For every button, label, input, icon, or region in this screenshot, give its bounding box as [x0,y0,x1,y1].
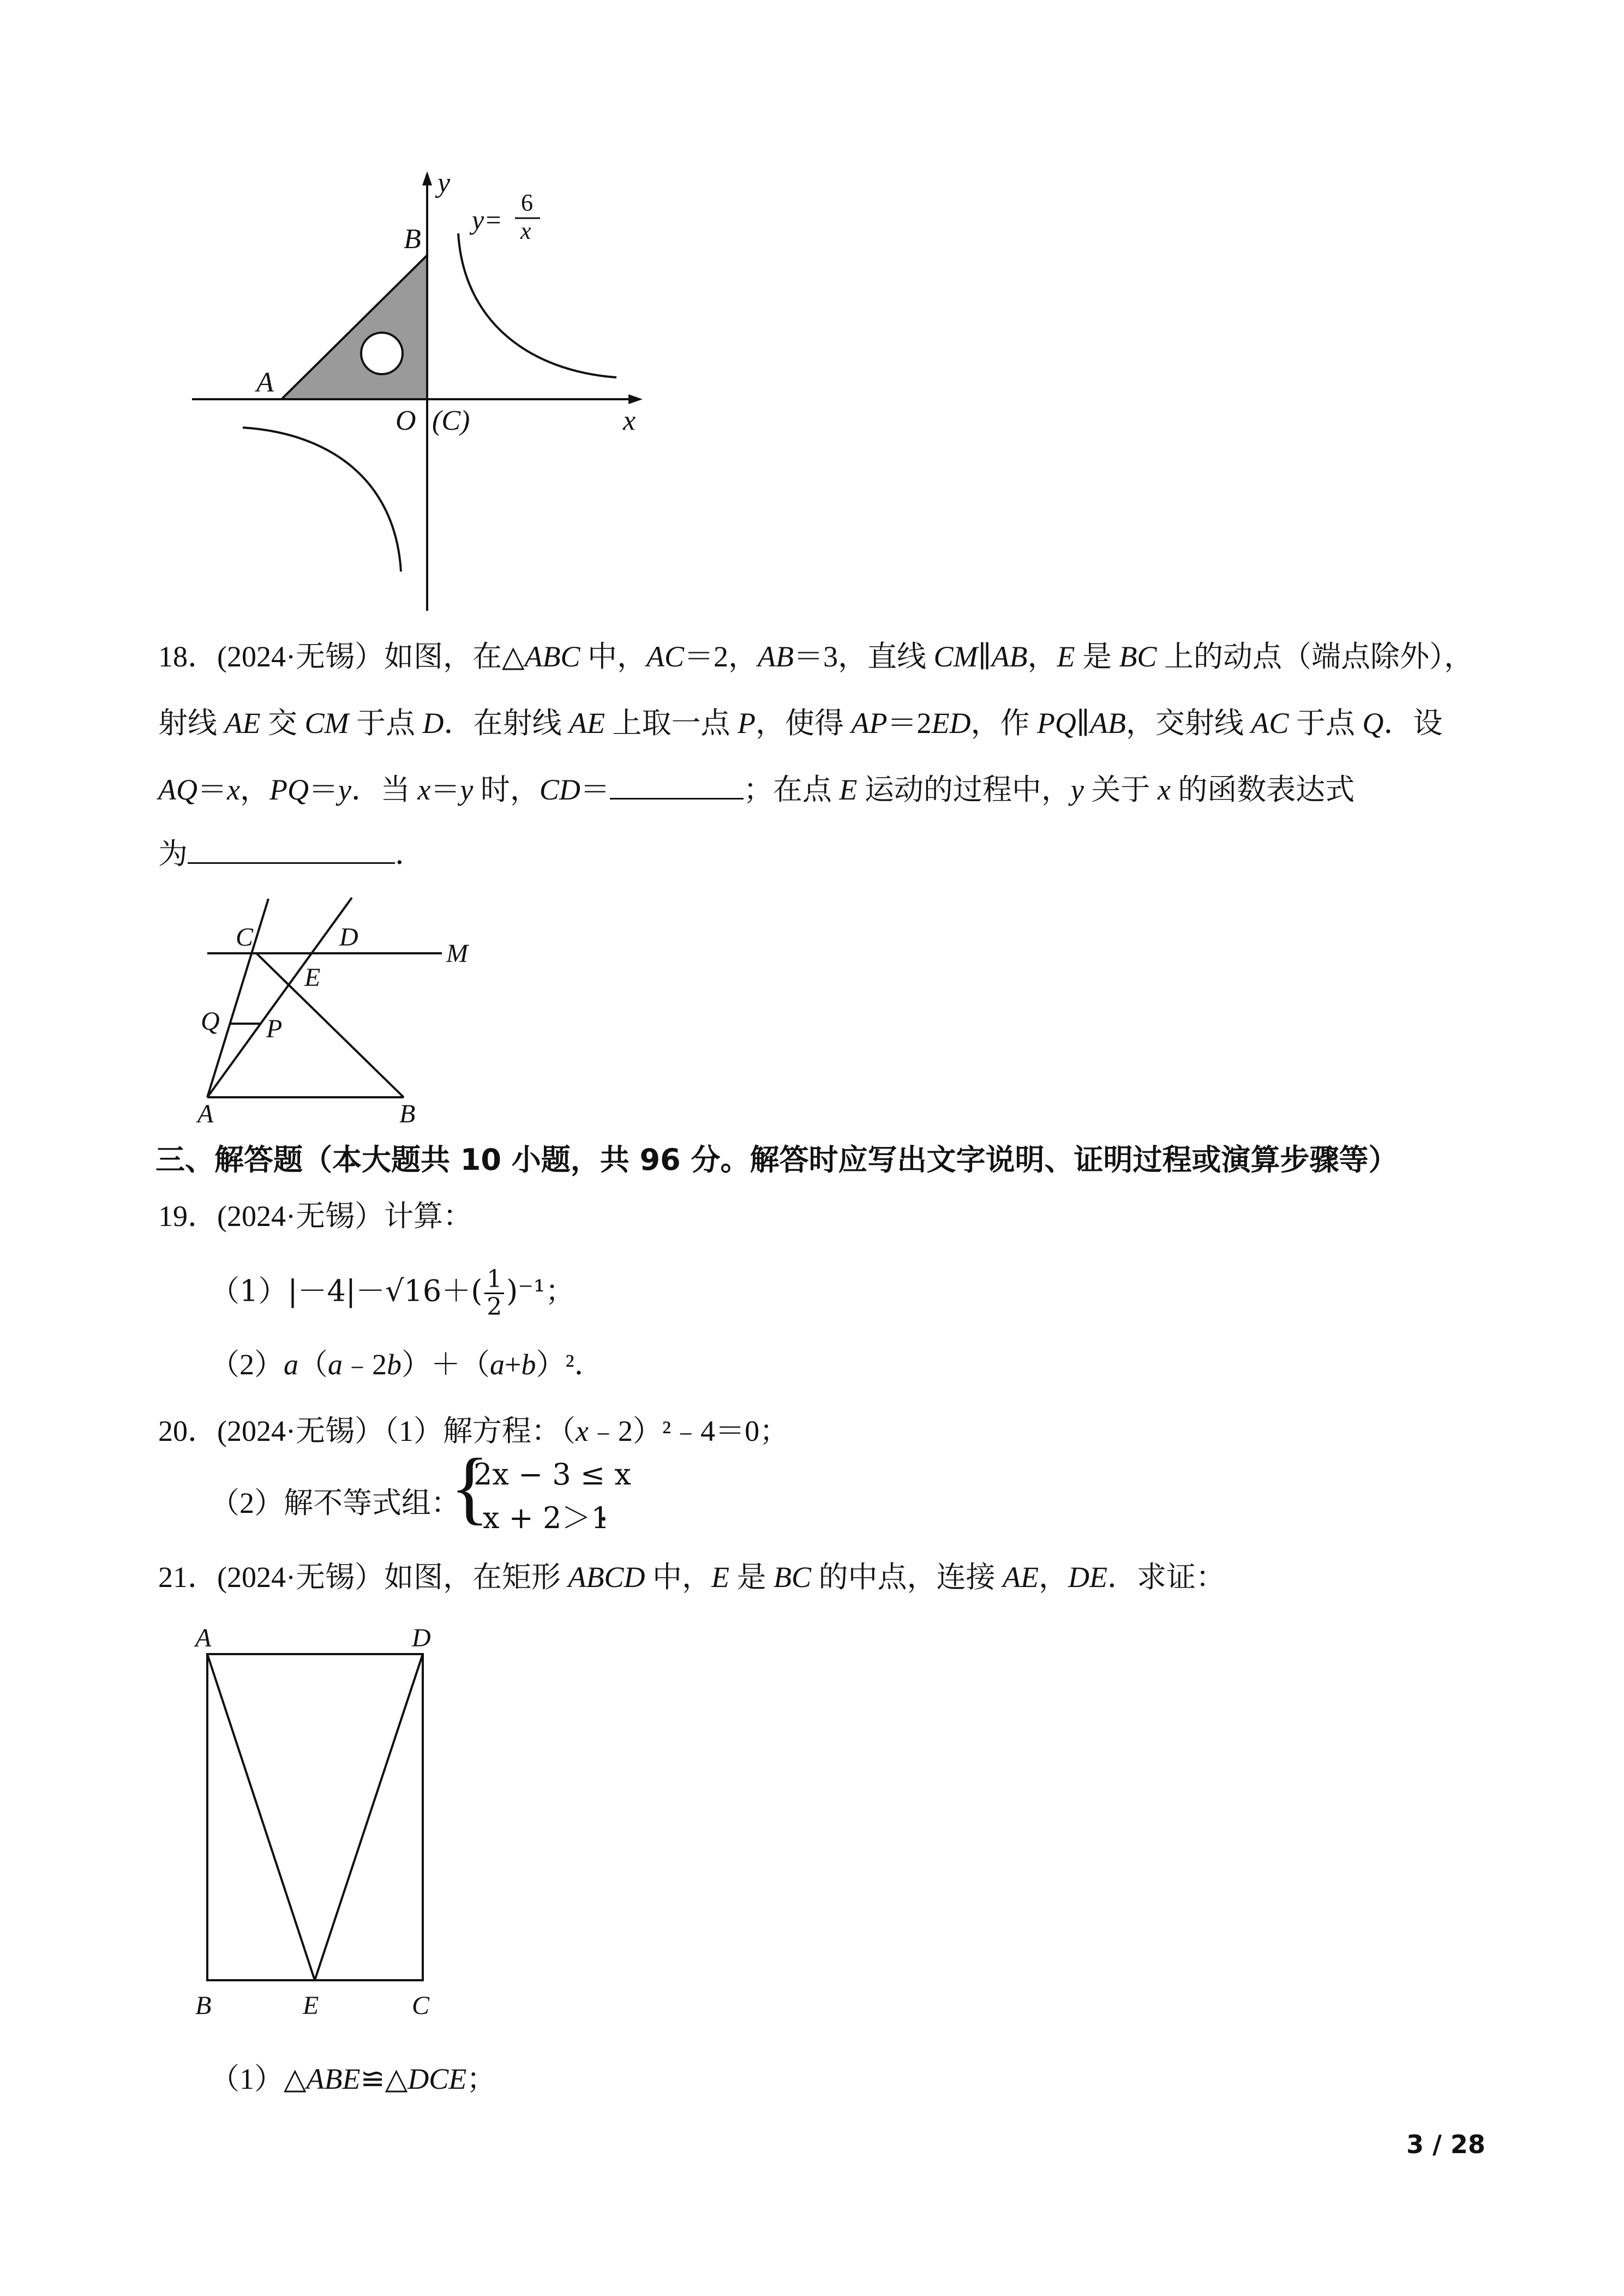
page-number: 3 / 28 [1406,2130,1485,2159]
x-axis-arrow-icon [628,394,643,404]
point-label-c: (C) [432,405,470,436]
system-brace-icon: { [450,1442,489,1532]
answer-blank-cd[interactable] [610,774,744,800]
function-label-numerator: 6 [521,189,533,216]
point-label-q: Q [201,1007,220,1036]
q20-part-2-end: ． [599,1494,628,1527]
point-label-c: C [412,1991,430,2020]
point-label-e: E [304,963,321,992]
point-label-d: D [339,923,358,952]
q18-line-2: 射线 AE 交 CM 于点 D．在射线 AE 上取一点 P，使得 AP＝2ED，作 PQ∥AB，交射线 AC 于点 Q．设 [158,707,1443,740]
inequality-1: 2x − 3 ≤ x [474,1457,631,1492]
q21-head: 21．(2024·无锡）如图，在矩形 ABCD 中，E 是 BC 的中点，连接 AE，DE．求证： [158,1561,1225,1594]
q18-line-1: 18．(2024·无锡）如图，在△ABC 中，AC＝2，AB＝3，直线 CM∥AB，E 是 BC 上的动点（端点除外）， [158,640,1473,673]
q18-line-3: AQ＝x，PQ＝y．当 x＝y 时，CD＝ ；在点 E 运动的过程中，y 关于 x 的函数表达式 [158,773,1355,806]
point-label-c: C [236,923,254,952]
section-heading: 三、解答题（本大题共 10 小题，共 96 分。解答时应写出文字说明、证明过程或演算步骤等） [155,1143,1398,1177]
segment-de [315,1654,423,1980]
point-label-d: D [412,1624,431,1652]
x-axis-label: x [623,405,636,436]
point-label-b: B [195,1991,212,2020]
fraction-one-half: $\frac{1}{2}$ [484,1266,504,1320]
q20-head: 20．(2024·无锡）（1）解方程：（x﹣2）²﹣4＝0； [158,1415,789,1447]
q19-head: 19．(2024·无锡）计算： [158,1200,472,1233]
figure-17-hyperbola [180,164,660,616]
q19-part-1: （1）|－4|－√16＋( $\frac{1}{2}$ )⁻¹； [210,1265,575,1321]
hyperbola-branch-q3 [243,428,401,572]
point-label-o: O [395,405,416,436]
q19-part-2: （2）a（a﹣2b）＋（a+b）²． [210,1348,604,1381]
point-label-b: B [399,1099,416,1128]
q20-part-2-label: （2）解不等式组： [210,1487,460,1519]
function-label-denominator: x [520,218,531,244]
point-label-p: P [266,1014,283,1043]
point-label-a: A [195,1624,212,1652]
figure-21-rectangle [185,1622,469,2031]
y-axis-arrow-icon [422,171,432,185]
q18-line-4: 为 ． [158,838,424,870]
inequality-2: x + 2＞1 [483,1501,610,1535]
figure-18-geometry [185,894,491,1134]
point-label-a: A [197,1099,214,1128]
y-axis-label: y [438,167,451,199]
point-label-b: B [404,224,421,255]
triangle-ruler [281,255,427,399]
segment-ae [207,1654,315,1980]
point-label-e: E [303,1991,319,2020]
q21-part-1: （1）△ABE≌△DCE； [210,2063,496,2095]
function-label-lhs: y= [472,205,502,235]
ray-ae [207,898,352,1097]
answer-blank-function[interactable] [188,838,395,864]
hyperbola-branch-q1 [458,233,616,377]
rectangle-abcd [207,1654,423,1980]
point-label-m: M [446,939,468,968]
triangle-hole [361,333,403,374]
point-label-a: A [256,367,274,398]
